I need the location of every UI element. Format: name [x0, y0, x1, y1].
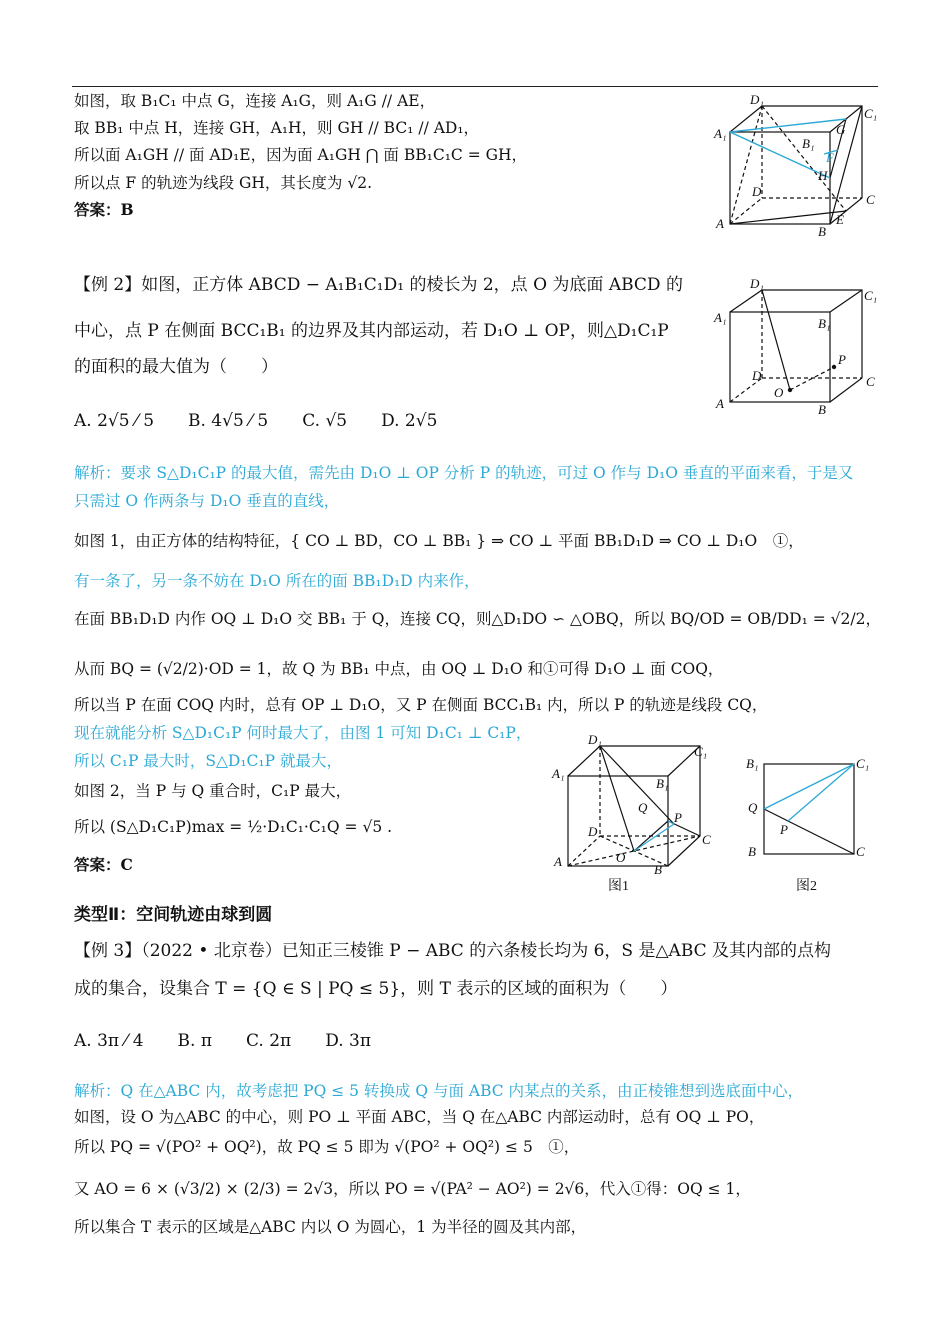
label-b1: B₁	[802, 136, 815, 151]
label-a: A	[716, 396, 724, 411]
figure-cube-ghfe	[712, 92, 887, 242]
example2-solution-line-3: 如图 1，由正方体的结构特征，{ CO ⊥ BD，CO ⊥ BB₁ } ⇒ CO ⊥ 平面 BB₁D₁D ⇒ CO ⊥ D₁O ①，	[74, 532, 804, 550]
label-a: A	[554, 854, 562, 869]
example3-question-line-2: 成的集合，设集合 T = {Q ∈ S | PQ ≤ 5}，则 T 表示的区域的面积为（ ）	[74, 979, 678, 999]
label-c1: C₁	[864, 288, 878, 303]
label-b: B	[654, 862, 662, 877]
example3-solution-line-4: 又 AO = 6 × (√3/2) × (2/3) = 2√3，所以 PO = √(PA² − AO²) = 2√6，代入①得：OQ ≤ 1，	[74, 1180, 751, 1198]
prev-solution-line-4: 所以点 F 的轨迹为线段 GH，其长度为 √2.	[74, 174, 373, 192]
label-b1: B₁	[746, 756, 759, 771]
label-b1: B₁	[656, 776, 669, 791]
example2-solution-line-6: 从而 BQ = (√2/2)·OD = 1，故 Q 为 BB₁ 中点，由 OQ ⊥ D₁O 和①可得 D₁O ⊥ 面 COQ，	[74, 660, 724, 678]
example3-solution-line-1: 解析：Q 在△ABC 内，故考虑把 PQ ≤ 5 转换成 Q 与面 ABC 内某点的关系，由正棱锥想到选底面中心，	[74, 1082, 804, 1100]
example3-solution-line-2: 如图，设 O 为△ABC 的中心，则 PO ⊥ 平面 ABC，当 Q 在△ABC 内部运动时，总有 OQ ⊥ PO，	[74, 1108, 765, 1126]
label-a1: A₁	[714, 126, 727, 141]
label-d1: D₁	[588, 732, 602, 747]
example3-options: A. 3π ⁄ 4 B. π C. 2π D. 3π	[74, 1031, 372, 1051]
label-b: B	[818, 224, 826, 239]
figure-2-caption: 图2	[796, 879, 817, 894]
label-c1: C₁	[856, 756, 870, 771]
example2-solution-line-10: 如图 2，当 P 与 Q 重合时，C₁P 最大，	[74, 782, 352, 800]
label-b: B	[748, 844, 756, 859]
example2-options: A. 2√5 ⁄ 5 B. 4√5 ⁄ 5 C. √5 D. 2√5	[74, 411, 438, 431]
label-d: D	[588, 824, 598, 839]
example2-solution-line-4: 有一条了，另一条不妨在 D₁O 所在的面 BB₁D₁D 内来作，	[74, 572, 480, 590]
label-c: C	[866, 192, 875, 207]
label-c: C	[702, 832, 711, 847]
example3-solution-line-3: 所以 PQ = √(PO² + OQ²)，故 PQ ≤ 5 即为 √(PO² + OQ²) ≤ 5 ①，	[74, 1138, 580, 1156]
top-divider	[72, 86, 878, 87]
example2-question-line-2: 中心，点 P 在侧面 BCC₁B₁ 的边界及其内部运动，若 D₁O ⊥ OP，则△D₁C₁P	[74, 321, 669, 341]
example2-answer: 答案：C	[74, 855, 133, 874]
label-a1: A₁	[552, 766, 565, 781]
figure-1-caption: 图1	[608, 879, 629, 894]
example3-solution-line-5: 所以集合 T 表示的区域是△ABC 内以 O 为圆心，1 为半径的圆及其内部，	[74, 1218, 587, 1236]
figure-cube-op	[712, 278, 887, 418]
figure-1	[550, 732, 720, 897]
label-d: D	[752, 184, 762, 199]
label-h: H	[818, 168, 828, 183]
example2-question-line-3: 的面积的最大值为（ ）	[74, 357, 278, 377]
prev-answer: 答案：B	[74, 200, 134, 219]
example2-solution-line-9: 所以 C₁P 最大时，S△D₁C₁P 就最大，	[74, 752, 342, 770]
label-b: B	[818, 402, 826, 417]
label-g: G	[836, 122, 846, 137]
label-a: A	[716, 216, 724, 231]
label-c1: C₁	[864, 106, 878, 121]
label-p: P	[674, 810, 682, 825]
example2-solution-line-11: 所以 (S△D₁C₁P)max = ½·D₁C₁·C₁Q = √5 .	[74, 818, 393, 836]
example2-solution-line-8: 现在就能分析 S△D₁C₁P 何时最大了，由图 1 可知 D₁C₁ ⊥ C₁P，	[74, 724, 532, 742]
prev-solution-line-3: 所以面 A₁GH // 面 AD₁E，因为面 A₁GH ⋂ 面 BB₁C₁C = GH，	[74, 146, 528, 164]
label-q: Q	[638, 800, 648, 815]
example2-solution-line-7: 所以当 P 在面 COQ 内时，总有 OP ⊥ D₁O，又 P 在侧面 BCC₁B₁ 内，所以 P 的轨迹是线段 CQ，	[74, 696, 768, 714]
label-a1: A₁	[714, 310, 727, 325]
label-f: F	[826, 150, 834, 165]
label-c1: C₁	[694, 744, 708, 759]
label-o: O	[616, 850, 626, 865]
prev-solution-line-2: 取 BB₁ 中点 H，连接 GH，A₁H，则 GH // BC₁ // AD₁，	[74, 119, 480, 137]
example2-solution-line-1: 解析：要求 S△D₁C₁P 的最大值，需先由 D₁O ⊥ OP 分析 P 的轨迹，可过 O 作与 D₁O 垂直的平面来看，于是又	[74, 464, 854, 482]
example2-solution-line-5: 在面 BB₁D₁D 内作 OQ ⊥ D₁O 交 BB₁ 于 Q，连接 CQ，则△D₁DO ∽ △OBQ，所以 BQ/OD = OB/DD₁ = √2/2，	[74, 610, 881, 628]
label-b1: B₁	[818, 316, 831, 331]
label-q: Q	[748, 800, 758, 815]
example2-solution-line-2: 只需过 O 作两条与 D₁O 垂直的直线，	[74, 492, 340, 510]
label-p: P	[780, 822, 788, 837]
label-c: C	[856, 844, 865, 859]
prev-solution-line-1: 如图，取 B₁C₁ 中点 G，连接 A₁G，则 A₁G // AE，	[74, 92, 436, 110]
label-c: C	[866, 374, 875, 389]
example2-question-line-1: 【例 2】如图，正方体 ABCD − A₁B₁C₁D₁ 的棱长为 2，点 O 为底面 ABCD 的	[74, 275, 683, 295]
label-d1: D₁	[750, 278, 764, 291]
label-o: O	[774, 385, 784, 400]
label-e: E	[836, 212, 844, 227]
figure-2	[740, 752, 880, 897]
label-p: P	[838, 352, 846, 367]
example3-question-line-1: 【例 3】（2022 • 北京卷）已知正三棱锥 P − ABC 的六条棱长均为 6，S 是△ABC 及其内部的点构	[74, 941, 832, 961]
label-d1: D₁	[750, 92, 764, 107]
label-d: D	[752, 368, 762, 383]
section-heading: 类型Ⅱ：空间轨迹由球到圆	[74, 905, 273, 925]
